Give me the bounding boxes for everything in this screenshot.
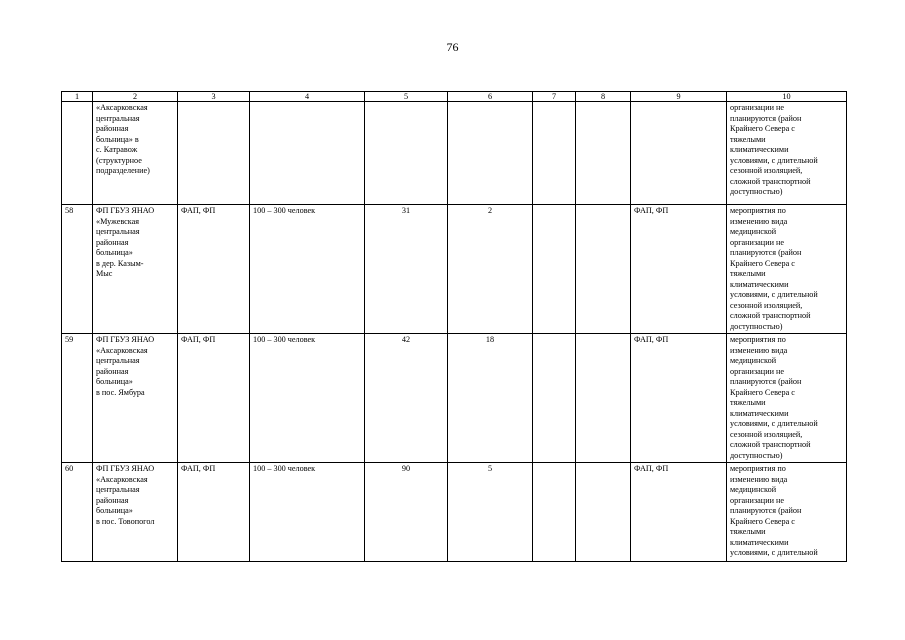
facility-name: ФП ГБУЗ ЯНАО «Аксарковская центральная районная больница» в пос. Ямбура — [93, 334, 178, 463]
row-number: 58 — [62, 205, 93, 334]
header-cell: 9 — [631, 92, 727, 102]
table-row — [62, 463, 847, 562]
population-range: 100 – 300 человек — [250, 334, 365, 463]
header-cell: 5 — [365, 92, 448, 102]
planned-type: ФАП, ФП — [631, 463, 727, 562]
col8-value — [576, 334, 631, 463]
col5-value: 42 — [365, 334, 448, 463]
note: организации не планируются (район Крайнего Севера с тяжелыми климатическими условиями, с длительной сезонной изоляцией, сложной транспортной доступностью) — [727, 102, 847, 205]
facility-type: ФАП, ФП — [178, 205, 250, 334]
note: мероприятия по изменению вида медицинской организации не планируются (район Крайнего Севера с тяжелыми климатическими условиями, с длительной сезонной изоляцией, сложной транспортной доступностью) — [727, 205, 847, 334]
col5-value: 31 — [365, 205, 448, 334]
header-cell: 1 — [62, 92, 93, 102]
table-row — [62, 334, 847, 463]
col6-value — [448, 102, 533, 205]
col8-value — [576, 205, 631, 334]
facility-name: «Аксарковская центральная районная больница» в с. Катравож (структурное подразделение) — [93, 102, 178, 205]
table-row — [62, 205, 847, 334]
planned-type: ФАП, ФП — [631, 334, 727, 463]
page-number: 76 — [446, 40, 459, 54]
facility-name: ФП ГБУЗ ЯНАО «Аксарковская центральная районная больница» в пос. Товопогол — [93, 463, 178, 562]
col6-value: 18 — [448, 334, 533, 463]
facility-type — [178, 102, 250, 205]
facilities-table — [61, 91, 847, 562]
population-range: 100 – 300 человек — [250, 463, 365, 562]
population-range — [250, 102, 365, 205]
table-row — [62, 102, 847, 205]
note: мероприятия по изменению вида медицинской организации не планируются (район Крайнего Севера с тяжелыми климатическими условиями, с длительной сезонной изоляцией, сложной транспортной доступностью) — [727, 334, 847, 463]
row-number: 59 — [62, 334, 93, 463]
header-cell: 4 — [250, 92, 365, 102]
header-cell: 3 — [178, 92, 250, 102]
col5-value: 90 — [365, 463, 448, 562]
row-number: 60 — [62, 463, 93, 562]
note: мероприятия по изменению вида медицинской организации не планируются (район Крайнего Севера с тяжелыми климатическими условиями, с длительной — [727, 463, 847, 562]
col8-value — [576, 463, 631, 562]
facility-name: ФП ГБУЗ ЯНАО «Мужевская центральная районная больница» в дер. Казым- Мыс — [93, 205, 178, 334]
col6-value: 5 — [448, 463, 533, 562]
col7-value — [533, 205, 576, 334]
col7-value — [533, 102, 576, 205]
planned-type: ФАП, ФП — [631, 205, 727, 334]
planned-type — [631, 102, 727, 205]
header-cell: 8 — [576, 92, 631, 102]
facility-type: ФАП, ФП — [178, 463, 250, 562]
col7-value — [533, 334, 576, 463]
col8-value — [576, 102, 631, 205]
header-cell: 2 — [93, 92, 178, 102]
row-number — [62, 102, 93, 205]
header-cell: 6 — [448, 92, 533, 102]
col5-value — [365, 102, 448, 205]
header-row — [62, 92, 847, 102]
col7-value — [533, 463, 576, 562]
col6-value: 2 — [448, 205, 533, 334]
population-range: 100 – 300 человек — [250, 205, 365, 334]
header-cell: 7 — [533, 92, 576, 102]
header-cell: 10 — [727, 92, 847, 102]
facility-type: ФАП, ФП — [178, 334, 250, 463]
